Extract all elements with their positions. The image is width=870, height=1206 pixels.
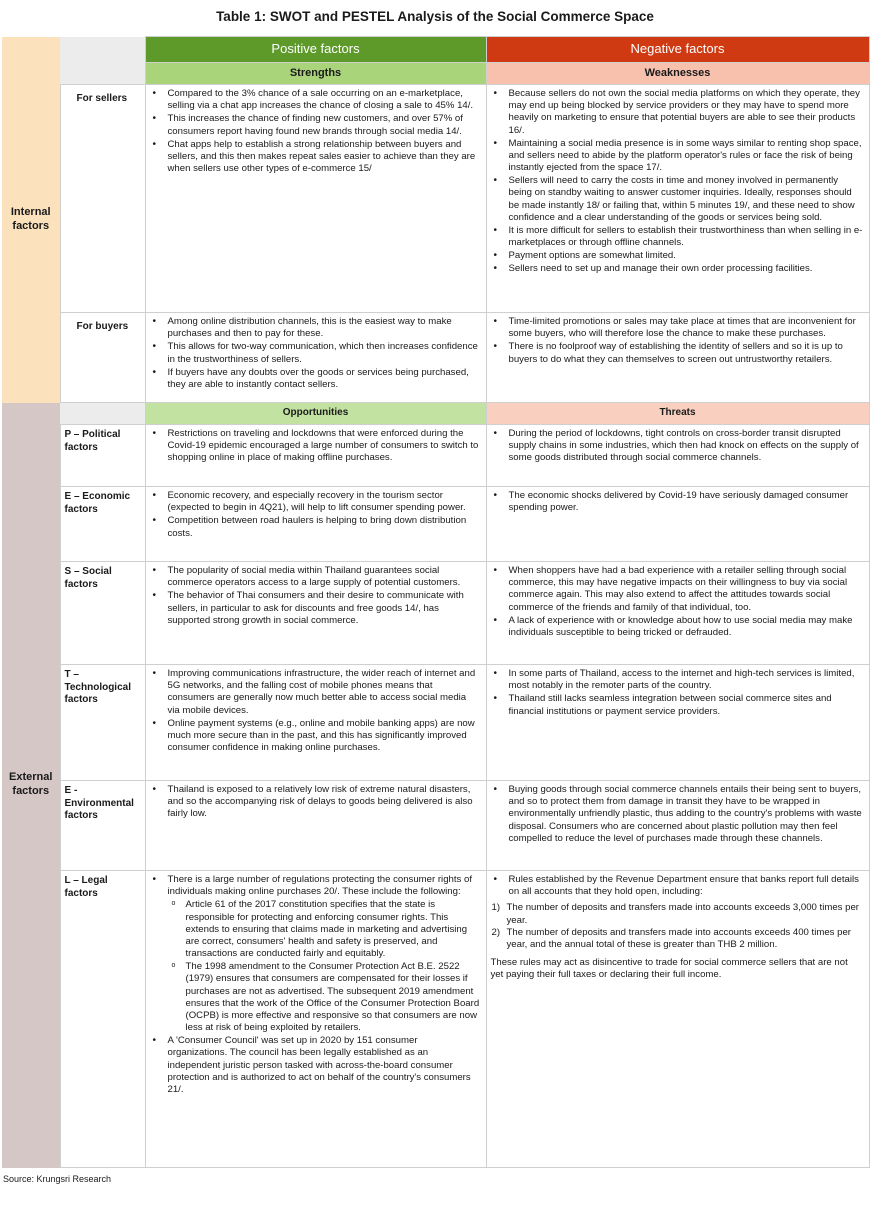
political-opportunities [145,425,486,487]
list-item: • When shoppers have had a bad experience with a retailer selling through social commerce, this may have negative impacts on their willingness to buy via social commerce again. This may also extend to affect the attitudes towards social commerce of the friends and family of that individual, too. [491,565,863,614]
sellers-strengths [145,85,486,313]
environmental-threats-list [491,784,863,845]
list-item: • Because sellers do not own the social media platforms on which they operate, they may end up being blocked by service providers or they may have to spend more heavily on marketing to ensure that potential buyers are able to see their products 16/. [491,88,863,137]
list-item: • During the period of lockdowns, tight controls on cross-border transit disrupted supply chains in some industries, which then had knock on effects on the supply of some goods distributed through social commerce channels. [491,428,863,465]
legal-opportunities [145,871,486,1168]
list-item: • Among online distribution channels, this is the easiest way to make purchases and then to pay for these. [150,316,480,340]
list-item: • The economic shocks delivered by Covid-19 have seriously damaged consumer spending power. [491,490,863,514]
row-label-environmental: E - Environmental factors [60,781,145,871]
list-item: • In some parts of Thailand, access to the internet and high-tech services is limited, most notably in the remoter parts of the country. [491,668,863,692]
positive-factors-header: Positive factors [145,37,486,63]
social-threats-list [491,565,863,639]
opportunities-header: Opportunities [145,403,486,425]
buyers-strengths-list [150,316,480,391]
list-item: • The behavior of Thai consumers and their desire to communicate with sellers, in particular to ask for discounts and free goods 14/, has supported strong growth in social commerce. [150,590,480,627]
list-item: • Compared to the 3% chance of a sale occurring on an e-marketplace, selling via a chat app increases the chance of closing a sale to 45% 14/. [150,88,480,112]
swot-pestel-table [2,36,870,1168]
row-label-legal: L – Legal factors [60,871,145,1168]
legal-opp-intro: There is a large number of regulations protecting the consumer rights of individuals making online purchases 20/. These include the following: [167,874,472,898]
list-item: • A lack of experience with or knowledge about how to use social media may make individuals susceptible to being tricked or defrauded. [491,615,863,639]
environmental-threats [486,781,869,871]
sellers-weaknesses [486,85,869,313]
list-item: • This increases the chance of finding new customers, and over 57% of consumers report having found new brands through social media 14/. [150,113,480,137]
row-label-social: S – Social factors [60,562,145,665]
social-opportunities-list [150,565,480,627]
external-factors-text: External factors [9,771,53,797]
legal-thr-intro: Rules established by the Revenue Department ensure that banks report full details on all accounts that they hold open, including: [508,874,859,898]
list-item: • This allows for two-way communication, which then increases confidence in the trustworthiness of sellers. [150,341,480,365]
sellers-weaknesses-list [491,88,863,276]
technological-opportunities [145,665,486,781]
legal-sub-list [168,899,480,1034]
technological-opportunities-list [150,668,480,754]
economic-opportunities-list [150,490,480,540]
list-item: • Maintaining a social media presence is in some ways similar to renting shop space, and sellers need to abide by the platform operator's rules or face the risk of being instantly ejected from the space 17/. [491,138,863,175]
buyers-weaknesses [486,313,869,403]
list-item: • Improving communications infrastructure, the wider reach of internet and 5G networks, and the falling cost of mobile phones means that consumers are generally now much better able to access social media via mobile devices. [150,668,480,717]
buyers-strengths [145,313,486,403]
political-threats-list [491,428,863,465]
list-item [150,874,480,1034]
list-item: • Economic recovery, and especially recovery in the tourism sector (expected to begin in 4Q21), will help to lift consumer spending power. [150,490,480,514]
economic-threats [486,487,869,562]
strengths-header: Strengths [145,63,486,85]
item-number: 1) [491,902,501,914]
list-item: • If buyers have any doubts over the goods or services being purchased, they are able to instantly contact sellers. [150,367,480,391]
row-label-sellers: For sellers [60,85,145,313]
legal-opportunities-list [150,874,480,1096]
list-item: • Competition between road haulers is helping to bring down distribution costs. [150,515,480,539]
list-item: • Sellers will need to carry the costs in time and money involved in permanently being on standby waiting to answer customer inquiries. Ideally, responses should be made instantly 18/ or failing that, within 5 minutes 19/, and these need to show confidence and a clear understanding of the goods or services being sold. [491,175,863,224]
ext-header-blank [60,403,145,425]
header-blank [60,37,145,85]
item-text: The number of deposits and transfers made into accounts exceeds 3,000 times per year. [506,902,860,926]
external-factors-label [2,403,60,1168]
list-item: o The 1998 amendment to the Consumer Protection Act B.E. 2522 (1979) ensures that consumers are compensated for their losses if purchases are not as advertised. The subsequent 2019 amendment ensures that the work of the Office of the Consumer Protection Board (OCPB) is more effective and responsive so that consumers are now less at risk of being exploited by retailers. [168,961,480,1034]
technological-threats [486,665,869,781]
source-note: Source: Krungsri Research [3,1174,112,1184]
social-opportunities [145,562,486,665]
list-item: • A 'Consumer Council' was set up in 2020 by 151 consumer organizations. The council has been legally established as an independent juristic person tasked with across-the-board consumer protection and is authorized to act on behalf of the country's consumers 21/. [150,1035,480,1096]
row-label-technological: T – Technological factors [60,665,145,781]
numbered-item [491,927,863,951]
item-number: 2) [491,926,501,938]
list-item: • Buying goods through social commerce channels entails their being sent to buyers, and so to protect them from damage in transit they have to be wrapped in environmentally unfriendly plastic, thus adding to the country's problems with waste disposal. Consumers who are concerned about plastic pollution may then feel compelled to reduce the level of purchases made through these channels. [491,784,863,845]
buyers-weaknesses-list [491,316,863,366]
item-text: The number of deposits and transfers made into accounts exceeds 400 times per year, and the annual total of these is greater than THB 2 million. [506,926,851,950]
negative-factors-header: Negative factors [486,37,869,63]
legal-threats-list [491,874,863,898]
legal-numbered-list [491,902,863,951]
list-item: • Restrictions on traveling and lockdowns that were enforced during the Covid-19 epidemic encouraged a large number of consumers to switch to shopping online in place of making offline purchases. [150,428,480,465]
legal-threats [486,871,869,1168]
row-label-buyers: For buyers [60,313,145,403]
legal-thr-outro: These rules may act as disincentive to trade for social commerce sellers that are not yet paying their full taxes or declaring their full income. [490,957,848,981]
environmental-opportunities [145,781,486,871]
table-title: Table 1: SWOT and PESTEL Analysis of the Social Commerce Space [216,9,654,24]
list-item: • Thailand is exposed to a relatively low risk of extreme natural disasters, and so the accompanying risk of delays to goods being delivered is also fairly low. [150,784,480,821]
weaknesses-header: Weaknesses [486,63,869,85]
economic-opportunities [145,487,486,562]
social-threats [486,562,869,665]
political-threats [486,425,869,487]
environmental-opportunities-list [150,784,480,821]
list-item: • Online payment systems (e.g., online and mobile banking apps) are now much more secure than in the past, and this has significantly improved consumer confidence in making online purchases. [150,718,480,755]
list-item: • Chat apps help to establish a strong relationship between buyers and sellers, and this then makes repeat sales easier to achieve than they are when sellers use other types of e-commerce 15/ [150,139,480,176]
internal-factors-label [2,37,60,403]
technological-threats-list [491,668,863,718]
list-item: • The popularity of social media within Thailand guarantees social commerce operators access to a large supply of potential customers. [150,565,480,589]
list-item: • There is no foolproof way of establishing the identity of sellers and so it is up to buyers to do what they can themselves to screen out untrustworthy retailers. [491,341,863,365]
internal-factors-text: Internal factors [10,205,51,232]
threats-header: Threats [486,403,869,425]
list-item: • Payment options are somewhat limited. [491,250,863,262]
sellers-strengths-list [150,88,480,175]
list-item: • It is more difficult for sellers to establish their trustworthiness than when selling in e-marketplaces or through offline channels. [491,225,863,249]
list-item: o Article 61 of the 2017 constitution specifies that the state is responsible for protecting and enforcing consumer rights. This extends to ensuring that claims made in marketing and advertising are correct, consumers' health and safety is preserved, and transactions are conducted fairly and equitably. [168,899,480,960]
row-label-political: P – Political factors [60,425,145,487]
list-item: • Sellers need to set up and manage their own order processing facilities. [491,263,863,275]
list-item: • Thailand still lacks seamless integration between social commerce sites and financial institutions or payment service providers. [491,693,863,717]
political-opportunities-list [150,428,480,465]
row-label-economic: E – Economic factors [60,487,145,562]
numbered-item [491,902,863,926]
economic-threats-list [491,490,863,514]
list-item: • Time-limited promotions or sales may take place at times that are inconvenient for some buyers, who will therefore lose the chance to make these purchases. [491,316,863,340]
list-item [491,874,863,898]
